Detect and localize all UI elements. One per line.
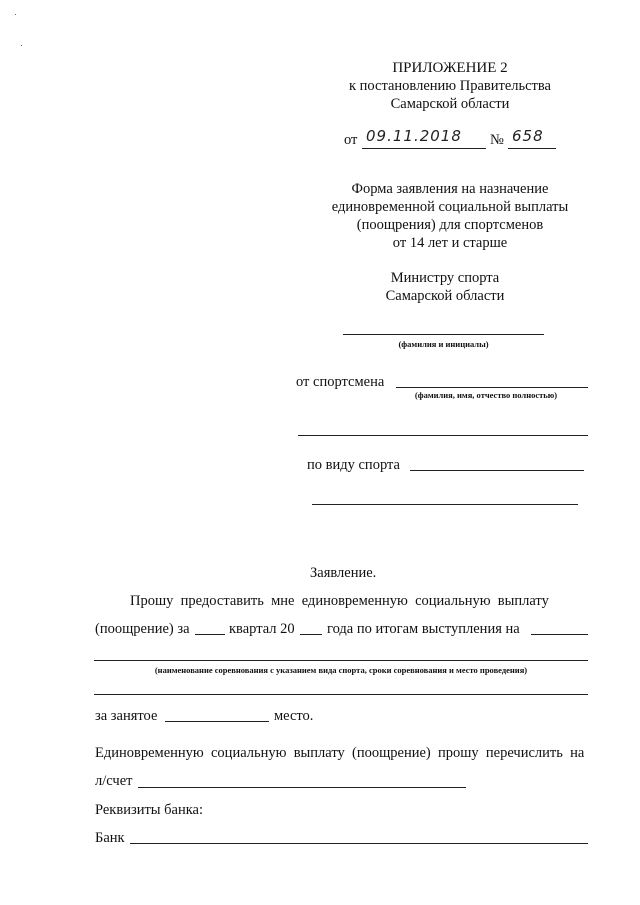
applicant-caption: (фамилия, имя, отчество полностью) — [414, 390, 558, 400]
place-blank[interactable] — [165, 721, 269, 722]
header-line1: к постановлению Правительства — [349, 78, 551, 94]
place-label-b: место. — [274, 708, 314, 724]
competition-line[interactable] — [94, 660, 588, 661]
scan-speck — [21, 45, 22, 46]
place-label-a: за занятое — [95, 708, 158, 724]
addressee-line2: Самарской области — [385, 288, 505, 304]
request-line1: Прошу предоставить мне единовременную социальную выплату — [130, 593, 549, 609]
quarter-blank[interactable] — [195, 634, 225, 635]
form-title-line4: от 14 лет и старше — [392, 235, 508, 251]
applicant-name-line[interactable] — [396, 387, 588, 388]
competition-line2[interactable] — [94, 694, 588, 695]
bank-details-label: Реквизиты банка: — [95, 802, 204, 818]
sport-line[interactable] — [410, 470, 584, 471]
bank-label: Банк — [95, 830, 125, 846]
bank-line[interactable] — [130, 843, 588, 844]
sport-label: по виду спорта — [307, 457, 400, 473]
date-underline — [362, 148, 486, 149]
header-line2: Самарской области — [390, 96, 510, 112]
form-title-line1: Форма заявления на назначение — [351, 181, 549, 197]
number-underline — [508, 148, 556, 149]
date-prefix: от — [344, 132, 358, 148]
number-value: 658 — [512, 127, 544, 145]
sport-line2[interactable] — [312, 504, 578, 505]
applicant-label: от спортсмена — [296, 374, 385, 390]
account-line[interactable] — [138, 787, 466, 788]
number-prefix: № — [490, 132, 504, 148]
form-title-line3: (поощрения) для спортсменов — [356, 217, 544, 233]
request-line2-a: (поощрение) за — [95, 621, 190, 637]
request-line2-b: квартал 20 — [229, 621, 295, 637]
form-title-line2: единовременной социальной выплаты — [331, 199, 569, 215]
applicant-name-line2[interactable] — [298, 435, 588, 436]
transfer-line1: Единовременную социальную выплату (поощрение) прошу перечислить на — [95, 745, 585, 761]
statement-title: Заявление. — [310, 565, 377, 581]
competition-caption: (наименование соревнования с указанием вида спорта, сроки соревнования и место проведения) — [154, 665, 528, 675]
year-blank[interactable] — [300, 634, 322, 635]
appendix-title: ПРИЛОЖЕНИЕ 2 — [392, 60, 508, 76]
scan-speck — [15, 14, 16, 15]
request-line2-c: года по итогам выступления на — [327, 621, 520, 637]
addressee-line1: Министру спорта — [390, 270, 500, 286]
addressee-caption: (фамилия и инициалы) — [398, 339, 489, 349]
account-label: л/счет — [95, 773, 133, 789]
addressee-name-line[interactable] — [343, 334, 544, 335]
date-value: 09.11.2018 — [366, 127, 462, 145]
competition-blank[interactable] — [531, 634, 588, 635]
